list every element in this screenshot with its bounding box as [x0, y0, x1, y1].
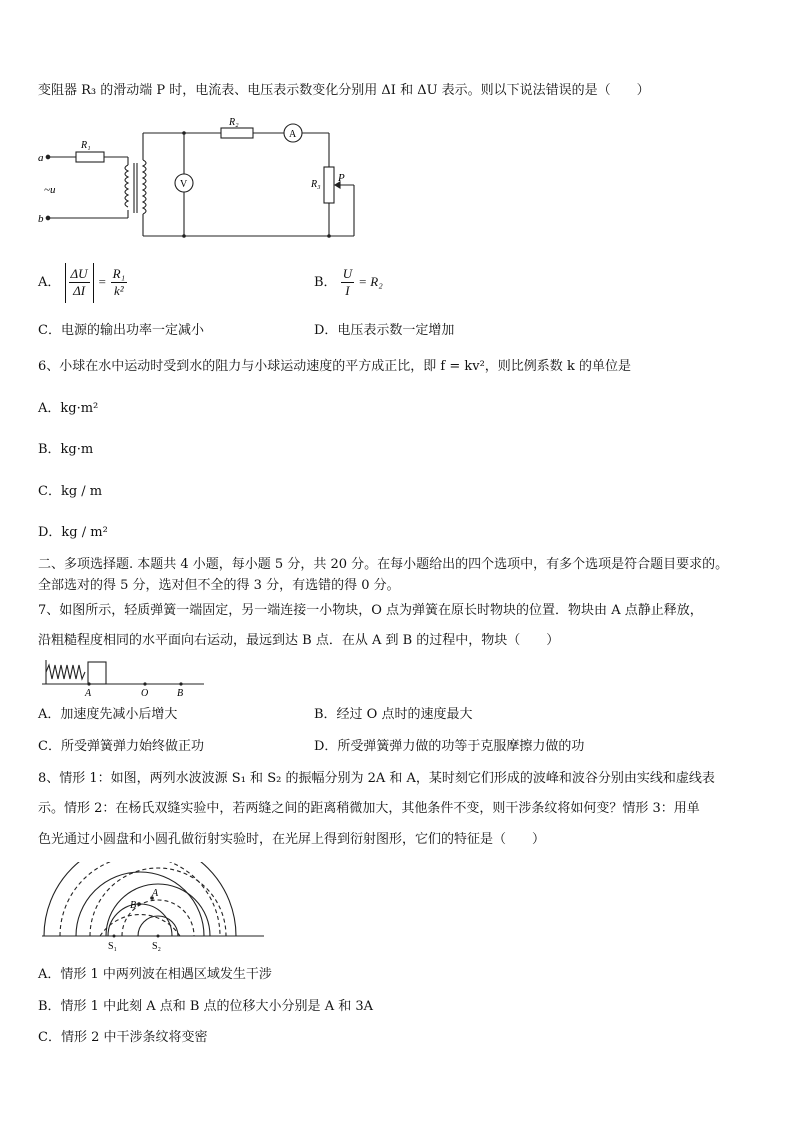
r2-label: R₂: [229, 117, 239, 128]
q5-option-b-label: B．: [314, 275, 337, 290]
q7-stem-line1: 7、如图所示，轻质弹簧一端固定，另一端连接一小物块，O 点为弹簧在原长时物块的位置．物块由 A 点静止释放，: [38, 603, 703, 618]
wave-interference-diagram: [38, 862, 268, 952]
q8-point-b-label: B: [130, 900, 137, 911]
circuit-diagram: [36, 115, 366, 250]
q6-option-c[interactable]: C．kg / m: [38, 484, 103, 499]
q8-source-s1-label: S₁: [108, 941, 118, 952]
section2-heading-line2: 全部选对的得 5 分，选对但不全的得 3 分，有选错的得 0 分。: [38, 578, 400, 593]
q8-option-c[interactable]: C．情形 2 中干涉条纹将变密: [38, 1030, 208, 1045]
q8-point-a-label: A: [152, 888, 159, 899]
q7-point-o-label: O: [141, 688, 149, 698]
q5-option-b-rhs: = R₂: [358, 274, 383, 289]
q7-point-b-label: B: [177, 688, 184, 698]
source-label: ~u: [44, 184, 56, 196]
terminal-a-label: a: [38, 152, 44, 164]
q6-option-a[interactable]: A．kg·m²: [38, 401, 99, 416]
voltmeter-label: V: [180, 179, 188, 190]
r3-label: R₃: [311, 179, 321, 190]
q5-option-b-num: U: [342, 266, 353, 281]
q7-option-d[interactable]: D．所受弹簧弹力做的功等于克服摩擦力做的功: [314, 739, 585, 754]
q8-source-s2-label: S₂: [152, 941, 162, 952]
q5-option-c[interactable]: C．电源的输出功率一定减小: [38, 323, 204, 338]
q7-option-b[interactable]: B．经过 O 点时的速度最大: [314, 707, 473, 722]
q5-option-a-den: ΔI: [73, 282, 86, 298]
q5-option-b[interactable]: [314, 262, 383, 303]
q8-stem-line2: 示。情形 2：在杨氏双缝实验中，若两缝之间的距离稍微加大，其他条件不变，则干涉条纹将如何变？情形 3：用单: [38, 801, 700, 816]
q5-option-a-eq: =: [97, 274, 107, 289]
q5-option-a-num: ΔU: [70, 265, 88, 281]
q7-point-a-label: A: [85, 688, 92, 698]
spring-block-diagram: [38, 656, 208, 698]
q5-option-a-rden: k²: [114, 283, 124, 298]
slider-p-label: P: [338, 172, 345, 184]
q5-option-b-den: I: [345, 283, 350, 298]
q5-option-a-rnum: R₁: [112, 266, 126, 281]
ammeter-label: A: [289, 129, 297, 140]
section2-heading-line1: 二、多项选择题. 本题共 4 小题，每小题 5 分，共 20 分。在每小题给出的四个选项中，有多个选项是符合题目要求的。: [38, 557, 729, 572]
q8-option-a[interactable]: A．情形 1 中两列波在相遇区域发生干涉: [38, 967, 272, 982]
q6-stem: 6、小球在水中运动时受到水的阻力与小球运动速度的平方成正比，即 f = kv²，则比例系数 k 的单位是: [38, 359, 631, 374]
q5-option-d[interactable]: D．电压表示数一定增加: [314, 323, 455, 338]
q7-option-c[interactable]: C．所受弹簧弹力始终做正功: [38, 739, 204, 754]
q7-stem-line2: 沿粗糙程度相同的水平面向右运动，最远到达 B 点．在从 A 到 B 的过程中，物块（ ）: [38, 633, 560, 648]
q8-option-b[interactable]: B．情形 1 中此刻 A 点和 B 点的位移大小分别是 A 和 3A: [38, 999, 374, 1014]
q8-stem-line3: 色光通过小圆盘和小圆孔做衍射实验时，在光屏上得到衍射图形，它们的特征是（ ）: [38, 832, 546, 847]
q8-stem-line1: 8、情形 1：如图，两列水波波源 S₁ 和 S₂ 的振幅分别为 2A 和 A，某时刻它们形成的波峰和波谷分别由实线和虚线表: [38, 771, 715, 786]
q6-option-b[interactable]: B．kg·m: [38, 442, 94, 457]
q7-option-a[interactable]: A．加速度先减小后增大: [38, 707, 178, 722]
q6-option-d[interactable]: D．kg / m²: [38, 525, 108, 540]
r1-label: R₁: [81, 140, 91, 151]
q5-stem: 变阻器 R₃ 的滑动端 P 时，电流表、电压表示数变化分别用 ΔI 和 ΔU 表示。则以下说法错误的是（ ）: [38, 83, 650, 98]
q5-option-a[interactable]: [38, 262, 127, 303]
terminal-b-label: b: [38, 213, 44, 225]
q5-option-a-label: A．: [38, 275, 61, 290]
